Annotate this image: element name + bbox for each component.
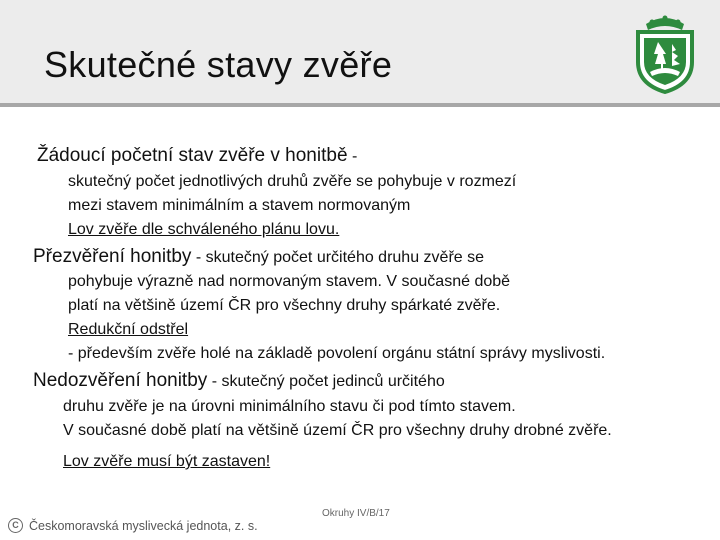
section-heading-suffix: - — [347, 148, 358, 165]
body-line: skutečný počet jednotlivých druhů zvěře se pohybuje v rozmezí — [68, 173, 517, 190]
body-line: platí na většině území ČR pro všechny druhy spárkaté zvěře. — [68, 297, 501, 314]
body-line: mezi stavem minimálním a stavem normovaným — [68, 197, 411, 214]
slide-reference: Okruhy IV/B/17 — [322, 508, 390, 519]
section-heading-line — [37, 145, 357, 167]
body-line-underlined: Lov zvěře dle schváleného plánu lovu. — [68, 221, 340, 238]
body-line-underlined: Lov zvěře musí být zastaven! — [63, 453, 271, 470]
section-heading: Žádoucí početní stav zvěře v honitbě — [37, 145, 348, 166]
body-line: - především zvěře holé na základě povolení orgánu státní správy myslivosti. — [68, 345, 606, 362]
body-line-underlined: Redukční odstřel — [68, 321, 189, 338]
copyright-icon: C — [8, 518, 23, 533]
page-title: Skutečné stavy zvěře — [44, 44, 393, 85]
organization-name: Českomoravská myslivecká jednota, z. s. — [29, 518, 258, 533]
section-heading: Nedozvěření honitby — [33, 370, 208, 391]
section-heading-suffix: - skutečný počet jedinců určitého — [207, 373, 445, 390]
footer-organization — [8, 518, 258, 533]
body-line: pohybuje výrazně nad normovaným stavem. V současné době — [68, 273, 511, 290]
body-line: V současné době platí na většině území ČR pro všechny druhy drobné zvěře. — [63, 422, 612, 439]
section-heading-line — [33, 246, 484, 268]
section-heading-suffix: - skutečný počet určitého druhu zvěře se — [191, 249, 485, 266]
section-heading: Přezvěření honitby — [33, 246, 192, 267]
body-line: druhu zvěře je na úrovni minimálního stavu či pod tímto stavem. — [63, 398, 516, 415]
section-heading-line — [33, 370, 445, 392]
